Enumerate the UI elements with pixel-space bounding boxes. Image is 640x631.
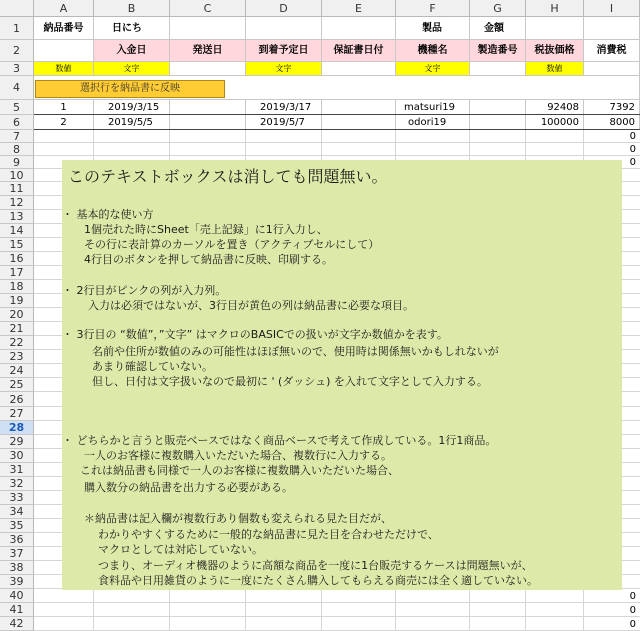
textbox-line: つまり、オーディオ機器のように高額な商品を一度に1台販売するケースは問題無いが、 (98, 559, 533, 572)
textbox-line: 名前や住所が数値のみの可能性はほぼ無いので、使用時は関係無いかもしれないが (92, 345, 499, 358)
cell-e1[interactable] (322, 17, 396, 40)
textbox-line: 購入数分の納品書を出力する必要がある。 (84, 481, 293, 494)
row-header-24[interactable]: 24 (0, 364, 34, 378)
row-header-30[interactable]: 30 (0, 449, 34, 463)
row-header-29[interactable]: 29 (0, 435, 34, 449)
cell-i8[interactable]: 0 (629, 144, 636, 155)
cell-a2[interactable] (34, 40, 94, 62)
cell-b5[interactable]: 2019/3/15 (94, 100, 170, 115)
row-header-32[interactable]: 32 (0, 477, 34, 491)
row-header-41[interactable]: 41 (0, 603, 34, 617)
row-header-18[interactable]: 18 (0, 280, 34, 294)
textbox-line: 一人のお客様に複数購入いただいた場合、複数行に入力する。 (84, 449, 392, 462)
row-header-26[interactable]: 26 (0, 392, 34, 407)
cell-c1[interactable] (170, 17, 246, 40)
cell-g6[interactable] (470, 115, 526, 130)
column-header-a[interactable]: A (34, 0, 94, 17)
cell-b1[interactable]: 日にち (94, 17, 170, 40)
row-header-35[interactable]: 35 (0, 519, 34, 533)
cell-g1[interactable]: 金額 (470, 17, 526, 40)
column-header-i[interactable]: I (584, 0, 640, 17)
textbox-line: ＊納品書は記入欄が複数行あり個数も変えられる見た目だが、 (84, 512, 392, 525)
row-header-7[interactable]: 7 (0, 130, 34, 143)
row-header-36[interactable]: 36 (0, 533, 34, 547)
cell-g5[interactable] (470, 100, 526, 115)
row-header-31[interactable]: 31 (0, 463, 34, 477)
textbox-line: ・ 基本的な使い方 (62, 208, 154, 221)
cell-g3[interactable] (470, 62, 526, 76)
cell-a5[interactable]: 1 (34, 100, 94, 115)
row-header-34[interactable]: 34 (0, 505, 34, 519)
row-header-16[interactable]: 16 (0, 252, 34, 266)
cell-c3[interactable] (170, 62, 246, 76)
cell-i40[interactable]: 0 (629, 591, 636, 602)
cell-h6[interactable]: 100000 (526, 115, 584, 130)
cell-i6[interactable]: 8000 (584, 115, 640, 130)
cell-i9[interactable]: 0 (629, 157, 636, 168)
cell-i3[interactable] (584, 62, 640, 76)
row-header-2[interactable]: 2 (0, 40, 34, 62)
column-header-b[interactable]: B (94, 0, 170, 17)
row-header-5[interactable]: 5 (0, 100, 34, 115)
row-header-39[interactable]: 39 (0, 575, 34, 589)
row-header-6[interactable]: 6 (0, 115, 34, 130)
row-header-25[interactable]: 25 (0, 378, 34, 392)
grid-line (34, 142, 640, 143)
row-header-33[interactable]: 33 (0, 491, 34, 505)
cell-b6[interactable]: 2019/5/5 (94, 115, 170, 130)
textbox-line: マクロとしては対応していない。 (98, 543, 263, 556)
textbox-line: 4行目のボタンを押して納品書に反映、印刷する。 (84, 253, 333, 266)
grid-line (34, 602, 640, 603)
cell-h2[interactable]: 税抜価格 (526, 40, 584, 62)
row-header-42[interactable]: 42 (0, 617, 34, 631)
cell-e3[interactable] (322, 62, 396, 76)
cell-a6[interactable]: 2 (34, 115, 94, 130)
cell-f1[interactable]: 製品 (396, 17, 470, 40)
row-header-9[interactable]: 9 (0, 156, 34, 169)
cell-i42[interactable]: 0 (629, 619, 636, 630)
cell-a1[interactable]: 納品番号 (34, 17, 94, 40)
cell-f2[interactable]: 機種名 (396, 40, 470, 62)
cell-c6[interactable] (170, 115, 246, 130)
row-header-38[interactable]: 38 (0, 561, 34, 575)
row-header-14[interactable]: 14 (0, 224, 34, 238)
cell-e2[interactable]: 保証書日付 (322, 40, 396, 62)
row-header-4[interactable]: 4 (0, 76, 34, 100)
textbox-line: 但し、日付は文字扱いなので最初に ' (ダッシュ) を入れて文字として入力する。 (92, 375, 488, 388)
cell-c5[interactable] (170, 100, 246, 115)
cell-d3[interactable]: 文字 (246, 62, 322, 76)
row-header-40[interactable]: 40 (0, 589, 34, 603)
row-header-17[interactable]: 17 (0, 266, 34, 280)
cell-h3[interactable]: 数値 (526, 62, 584, 76)
cell-f5[interactable]: matsuri19 (396, 100, 470, 115)
grid-line (34, 616, 640, 617)
cell-f3[interactable]: 文字 (396, 62, 470, 76)
cell-h5[interactable]: 92408 (526, 100, 584, 115)
column-header-h[interactable]: H (526, 0, 584, 17)
cell-i2[interactable]: 消費税 (584, 40, 640, 62)
cell-h1[interactable] (526, 17, 584, 40)
row-header-8[interactable]: 8 (0, 143, 34, 156)
cell-d1[interactable] (246, 17, 322, 40)
textbox-line: ・ 3行目の “数値”，”文字” はマクロのBASICでの扱いが文字か数値かを表す。 (62, 328, 448, 341)
textbox-line: これは納品書も同様で一人のお客様に複数購入いただいた場合、 (80, 464, 399, 477)
cell-i1[interactable] (584, 17, 640, 40)
row-header-13[interactable]: 13 (0, 210, 34, 224)
column-header-f[interactable]: F (396, 0, 470, 17)
textbox-line: 入力は必須ではないが、3行目が黄色の列は納品書に必要な項目。 (88, 299, 414, 312)
cell-b3[interactable]: 文字 (94, 62, 170, 76)
column-header-c[interactable]: C (170, 0, 246, 17)
textbox-line: その行に表計算のカーソルを置き（アクティブセルにして） (84, 238, 380, 251)
select-all-corner[interactable] (0, 0, 34, 17)
cell-i5[interactable]: 7392 (584, 100, 640, 115)
cell-g2[interactable]: 製造番号 (470, 40, 526, 62)
textbox-line: わかりやすくするために一般的な納品書に見た目を合わせただけで、 (98, 528, 439, 541)
cell-e6[interactable] (322, 115, 396, 130)
row-header-12[interactable]: 12 (0, 196, 34, 210)
cell-f6[interactable]: odori19 (396, 115, 470, 130)
cell-d5[interactable]: 2019/3/17 (246, 100, 322, 115)
row-header-27[interactable]: 27 (0, 407, 34, 421)
column-header-d[interactable]: D (246, 0, 322, 17)
row-header-11[interactable]: 11 (0, 182, 34, 196)
row-header-37[interactable]: 37 (0, 547, 34, 561)
cell-c2[interactable]: 発送日 (170, 40, 246, 62)
row-header-19[interactable]: 19 (0, 294, 34, 308)
textbox-title: このテキストボックスは消しても問題無い。 (68, 167, 388, 186)
row-header-10[interactable]: 10 (0, 169, 34, 182)
textbox-line: 1個売れた時にSheet「売上記録」に1行入力し、 (84, 223, 328, 236)
row-header-23[interactable]: 23 (0, 350, 34, 364)
cell-d6[interactable]: 2019/5/7 (246, 115, 322, 130)
cell-i7[interactable]: 0 (629, 131, 636, 142)
textbox-line: ・ どちらかと言うと販売ベースではなく商品ベースで考えて作成している。1行1商品。 (62, 434, 497, 447)
cell-i41[interactable]: 0 (629, 605, 636, 616)
cell-b2[interactable]: 入金日 (94, 40, 170, 62)
apply-selected-row-button[interactable]: 選択行を納品書に反映 (35, 80, 225, 98)
row-header-21[interactable]: 21 (0, 322, 34, 336)
cell-e5[interactable] (322, 100, 396, 115)
column-header-e[interactable]: E (322, 0, 396, 17)
row-header-28[interactable]: 28 (0, 421, 34, 435)
textbox-line: ・ 2行目がピンクの列が入力列。 (62, 284, 227, 297)
grid-line (34, 155, 640, 156)
cell-d2[interactable]: 到着予定日 (246, 40, 322, 62)
row-separator (34, 129, 640, 130)
textbox-line: 食料品や日用雑貨のように一度にたくさん購入してもらえる商売には全く適していない。 (98, 574, 538, 587)
cell-a3[interactable]: 数値 (34, 62, 94, 76)
column-header-g[interactable]: G (470, 0, 526, 17)
note-textbox[interactable] (62, 160, 622, 590)
row-separator (34, 114, 640, 115)
row-header-22[interactable]: 22 (0, 336, 34, 350)
textbox-line: あまり確認していない。 (92, 360, 213, 373)
row-header-3[interactable]: 3 (0, 62, 34, 76)
row-header-1[interactable]: 1 (0, 17, 34, 40)
row-header-20[interactable]: 20 (0, 308, 34, 322)
row-header-15[interactable]: 15 (0, 238, 34, 252)
